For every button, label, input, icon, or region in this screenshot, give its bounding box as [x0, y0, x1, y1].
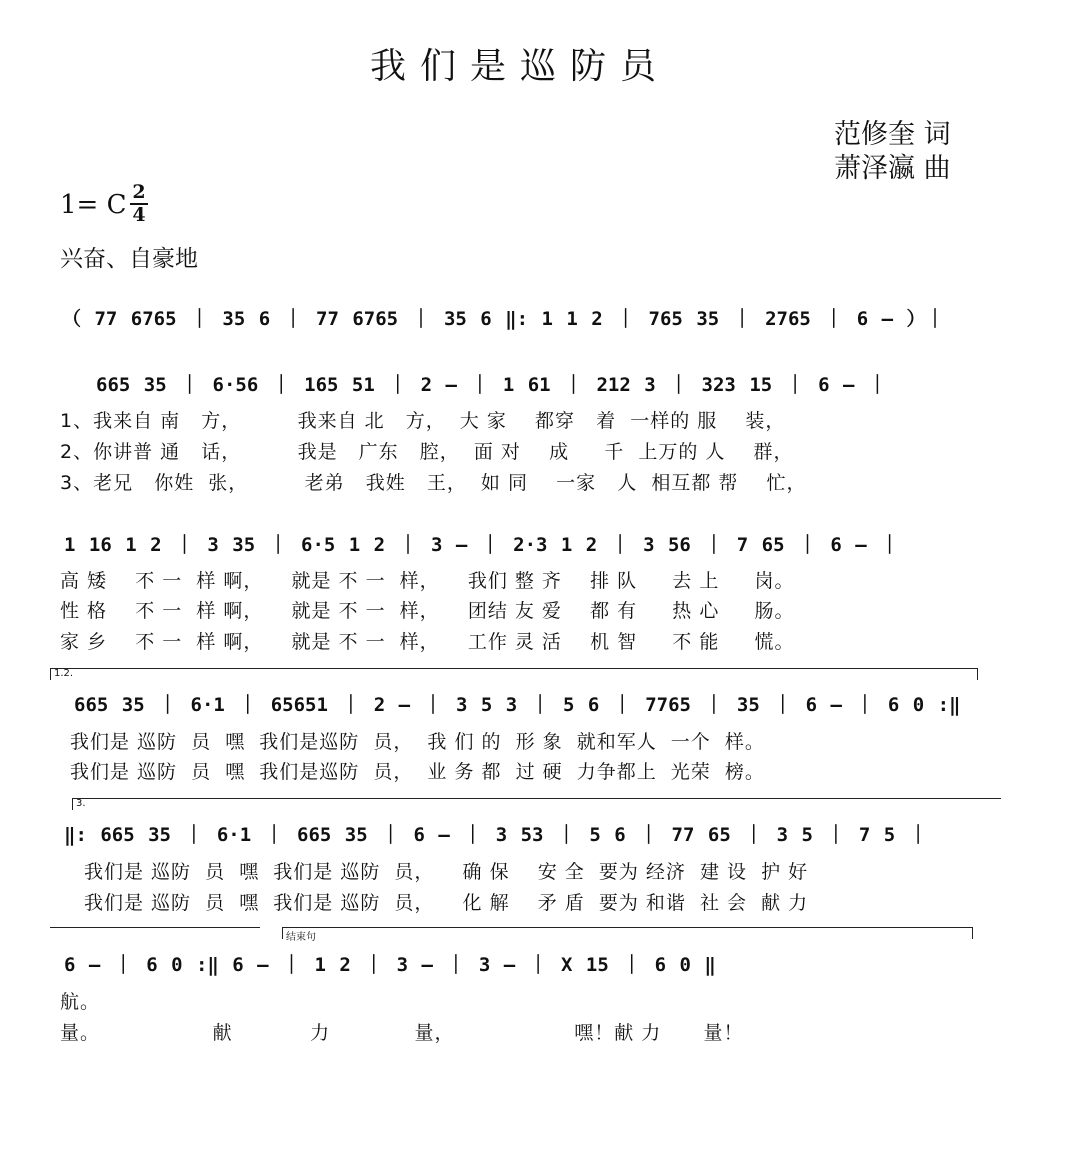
time-sig-bottom: 4: [132, 204, 146, 226]
lyricist-credit: 范修奎 词: [834, 119, 951, 150]
lyric-row-6-verse-2: 量。 献 力 量， 嘿！献 力 量！: [60, 1022, 744, 1044]
lyric-row-6-verse-1: 航。: [60, 991, 101, 1013]
ending-label: 结束句: [286, 932, 316, 943]
notation-row-6: 6 – ｜ 6 0 :‖ 6 – ｜ 1 2 ｜ 3 – ｜ 3 – ｜ X 15 ｜ 6 0 ‖: [64, 954, 716, 976]
volta-3: 3.: [76, 798, 86, 809]
notation-row-2: 665 35 ｜ 6·56 ｜ 165 51 ｜ 2 – ｜ 1 61 ｜ 212 3 ｜ 323 15 ｜ 6 – ｜: [96, 374, 887, 396]
lyric-row-5-verse-1: 我们是 巡防 员 嘿 我们是 巡防 员， 确 保 安 全 要为 经济 建 设 护 好: [84, 861, 809, 883]
lyric-row-4-verse-1: 我们是 巡防 员 嘿 我们是巡防 员， 我 们 的 形 象 就和军人 一个 样。: [70, 731, 765, 753]
lyric-row-2-verse-2: 2、你讲普 通 话， 我是 广东 腔， 面 对 成 千 上万的 人 群，: [60, 441, 794, 463]
tempo-marking: 兴奋、自豪地: [60, 246, 198, 272]
lyric-row-3-verse-1: 高 矮 不 一 样 啊， 就是 不 一 样， 我们 整 齐 排 队 去 上 岗。: [60, 570, 795, 592]
lyric-row-3-verse-3: 家 乡 不 一 样 啊， 就是 不 一 样， 工作 灵 活 机 智 不 能 慌。: [60, 631, 795, 653]
notation-row-1: （ 77 6765 ｜ 35 6 ｜ 77 6765 ｜ 35 6 ‖: 1 1 2 ｜ 765 35 ｜ 2765 ｜ 6 – ）｜: [62, 308, 945, 330]
notation-row-3: 1 16 1 2 ｜ 3 35 ｜ 6·5 1 2 ｜ 3 – ｜ 2·3 1 2 ｜ 3 56 ｜ 7 65 ｜ 6 – ｜: [64, 534, 900, 556]
time-sig-top: 2: [132, 181, 146, 203]
volta-1-2: 1.2.: [54, 668, 74, 679]
lyric-row-2-verse-1: 1、我来自 南 方， 我来自 北 方， 大 家 都穿 着 一样的 服 装，: [60, 410, 786, 432]
lyric-row-4-verse-2: 我们是 巡防 员 嘿 我们是巡防 员， 业 务 都 过 硬 力争都上 光荣 榜。: [70, 761, 765, 783]
lyric-row-3-verse-2: 性 格 不 一 样 啊， 就是 不 一 样， 团结 友 爱 都 有 热 心 肠。: [60, 600, 795, 622]
key-signature: 1= C: [60, 190, 127, 220]
notation-row-5: ‖: 665 35 ｜ 6·1 ｜ 665 35 ｜ 6 – ｜ 3 53 ｜ 5 6 ｜ 77 65 ｜ 3 5 ｜ 7 5 ｜: [64, 824, 928, 846]
lyric-row-2-verse-3: 3、老兄 你姓 张， 老弟 我姓 王， 如 同 一家 人 相互都 帮 忙，: [60, 472, 807, 494]
notation-row-4: 665 35 ｜ 6·1 ｜ 65651 ｜ 2 – ｜ 3 5 3 ｜ 5 6 ｜ 7765 ｜ 35 ｜ 6 – ｜ 6 0 :‖: [74, 694, 961, 716]
lyric-row-5-verse-2: 我们是 巡防 员 嘿 我们是 巡防 员， 化 解 矛 盾 要为 和谐 社 会 献 力: [84, 892, 809, 914]
time-signature: [130, 183, 148, 225]
composer-credit: 萧泽瀛 曲: [834, 153, 951, 184]
song-title: 我们是巡防员: [369, 46, 670, 87]
